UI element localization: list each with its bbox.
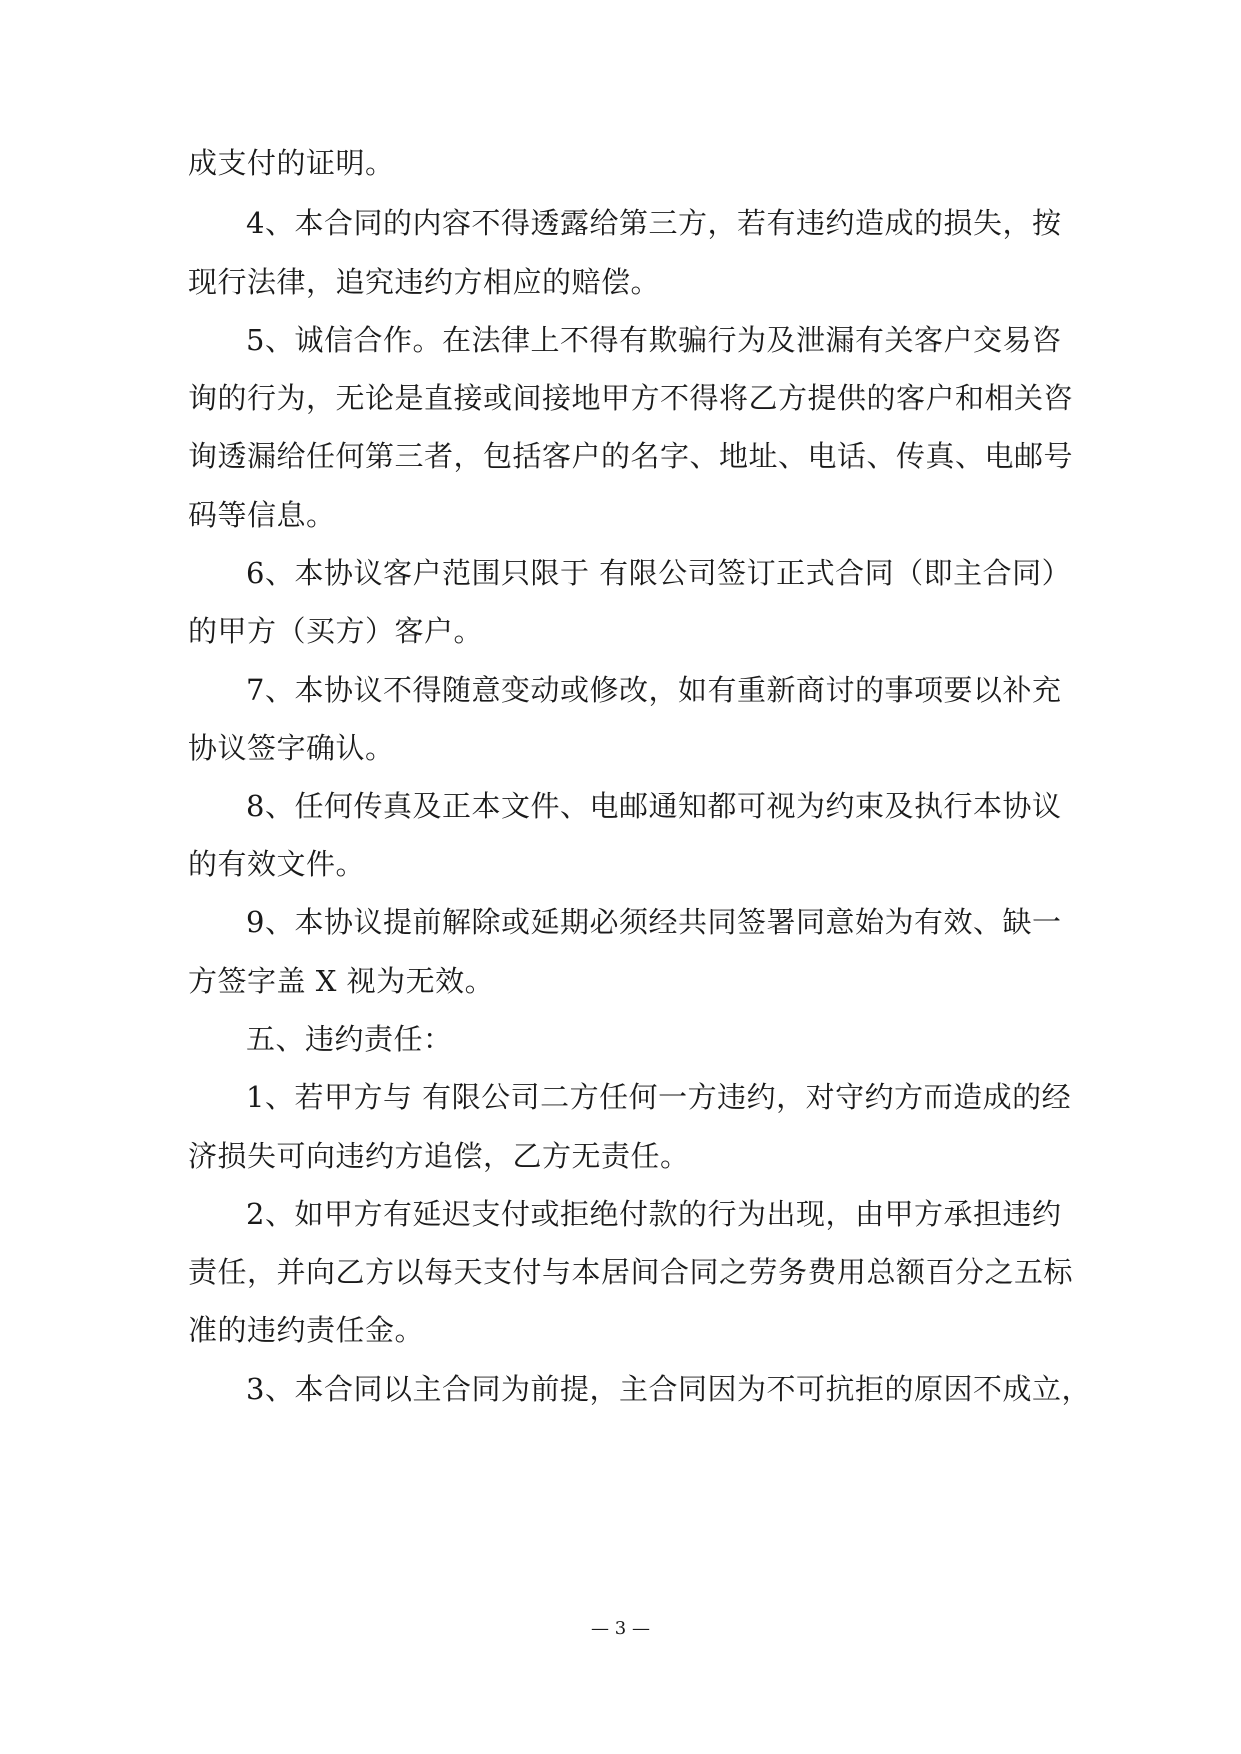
text-line: 责任，并向乙方以每天支付与本居间合同之劳务费用总额百分之五标 — [188, 1255, 1074, 1289]
text-line: 1、若甲方与 有限公司二方任何一方违约，对守约方而造成的经 — [246, 1080, 1072, 1114]
text-line: 济损失可向违约方追偿，乙方无责任。 — [188, 1139, 690, 1173]
text-line: 成支付的证明。 — [188, 146, 395, 180]
text-line: 5、诚信合作。在法律上不得有欺骗行为及泄漏有关客户交易咨 — [246, 323, 1062, 357]
text-line: 现行法律，追究违约方相应的赔偿。 — [188, 265, 661, 299]
text-line: 协议签字确认。 — [188, 731, 395, 765]
text-line: 的有效文件。 — [188, 847, 366, 881]
text-line: 7、本协议不得随意变动或修改，如有重新商讨的事项要以补充 — [246, 673, 1062, 707]
text-line: 码等信息。 — [188, 498, 336, 532]
text-line: 询透漏给任何第三者，包括客户的名字、地址、电话、传真、电邮号 — [188, 439, 1074, 473]
text-line: 方签字盖 X 视为无效。 — [188, 964, 495, 998]
text-line: 6、本协议客户范围只限于 有限公司签订正式合同（即主合同） — [246, 556, 1072, 590]
text-line: 询的行为，无论是直接或间接地甲方不得将乙方提供的客户和相关咨 — [188, 381, 1074, 415]
text-line: 9、本协议提前解除或延期必须经共同签署同意始为有效、缺一 — [246, 905, 1062, 939]
text-line: 4、本合同的内容不得透露给第三方，若有违约造成的损失，按 — [246, 206, 1062, 240]
text-line: 3、本合同以主合同为前提，主合同因为不可抗拒的原因不成立， — [246, 1372, 1091, 1406]
text-line: 2、如甲方有延迟支付或拒绝付款的行为出现，由甲方承担违约 — [246, 1197, 1062, 1231]
text-line: 的甲方（买方）客户。 — [188, 614, 484, 648]
text-line: 8、任何传真及正本文件、电邮通知都可视为约束及执行本协议 — [246, 789, 1062, 823]
section-heading: 五、违约责任： — [246, 1022, 453, 1056]
page-number: — 3 — — [591, 1618, 650, 1639]
text-line: 准的违约责任金。 — [188, 1313, 425, 1347]
